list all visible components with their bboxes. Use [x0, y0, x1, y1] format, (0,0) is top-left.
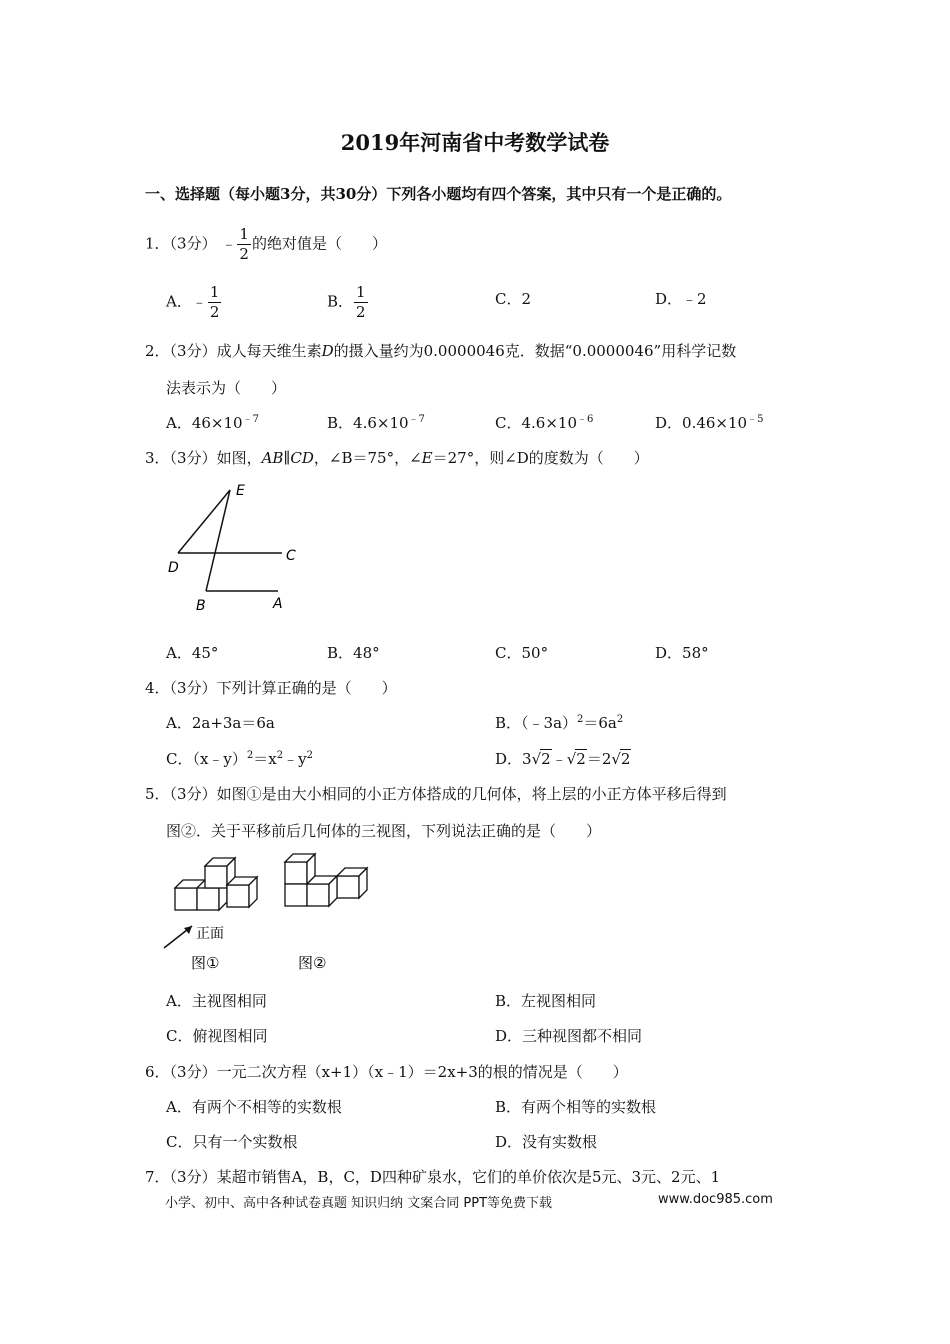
option-d: D．﹣2 [655, 290, 707, 308]
question-number: 5． [145, 785, 170, 803]
question-1 [145, 227, 387, 262]
exponent: 2 [246, 750, 254, 761]
fraction-denominator: 2 [209, 303, 220, 321]
fraction-denominator: 2 [239, 245, 249, 263]
question-4 [145, 677, 397, 698]
fraction-numerator: 1 [209, 283, 220, 301]
segment-cd: CD [290, 449, 314, 467]
option-text: C．4.6×10 [495, 414, 577, 432]
option-d: D．没有实数根 [495, 1133, 598, 1151]
cube-figures [158, 848, 388, 978]
option-b: B．左视图相同 [495, 992, 597, 1010]
radicand: 2 [620, 750, 631, 768]
question-text: （3分）成人每天维生素 [169, 342, 322, 360]
option-a: A．有两个不相等的实数根 [166, 1098, 342, 1116]
question-6 [145, 1061, 628, 1082]
option-a: A．2a+3a＝6a [166, 714, 275, 732]
parallel-sign: ∥ [283, 449, 291, 467]
option-text: D．0.46×10 [655, 414, 748, 432]
figure-2-cubes [285, 854, 367, 906]
label-e: E [236, 483, 245, 499]
arrow-head [184, 926, 192, 934]
option-c: C．只有一个实数根 [166, 1133, 298, 1151]
radicand: 2 [576, 750, 586, 768]
option-a [166, 285, 222, 320]
exponent: 2 [276, 750, 284, 761]
question-text: （3分）如图， [169, 449, 262, 467]
question-text: ，∠B＝75°，∠ [313, 449, 422, 467]
option-d: D．58° [655, 644, 709, 662]
option-d: D．三种视图都不相同 [495, 1027, 643, 1045]
exponent: ﹣7 [242, 414, 259, 425]
variable: D [321, 342, 334, 360]
question-number: 6． [145, 1063, 170, 1081]
fraction [354, 285, 368, 320]
option-text: ﹣ [551, 750, 567, 768]
point-e: E [421, 449, 433, 467]
question-5 [145, 783, 727, 804]
question-number: 4． [145, 679, 170, 697]
exponent: 2 [577, 714, 584, 725]
figure-1-label: 图① [191, 954, 220, 972]
minus-sign: ﹣ [221, 234, 237, 253]
question-text: ＝27°，则∠D的度数为（ ） [432, 449, 649, 467]
option-d [655, 412, 763, 433]
fraction-denominator: 2 [356, 303, 366, 321]
option-a: A．45° [166, 644, 219, 662]
option-text: A．46×10 [166, 414, 243, 432]
figure-1-cubes [175, 858, 257, 910]
label-d: D [168, 560, 179, 576]
question-2-continued: 法表示为（ ） [166, 379, 287, 397]
segment-ab: AB [261, 449, 284, 467]
minus-sign: ﹣ [191, 292, 207, 311]
option-text: ＝2 [586, 750, 612, 768]
question-number: 3． [145, 449, 170, 467]
label-b: B [196, 598, 206, 614]
question-text: 的绝对值是（ ） [251, 234, 387, 253]
exponent: ﹣7 [408, 414, 425, 425]
option-text: B．4.6×10 [327, 414, 409, 432]
parallel-lines-figure [160, 475, 310, 615]
question-text: （3分）某超市销售A，B，C，D四种矿泉水，它们的单价依次是5元、3元、2元、1 [169, 1168, 721, 1186]
section-heading: 一、选择题（每小题3分，共30分）下列各小题均有四个答案，其中只有一个是正确的。 [145, 185, 732, 203]
front-label: 正面 [196, 926, 224, 942]
fraction-numerator: 1 [239, 225, 249, 243]
option-text: ＝x [253, 750, 277, 768]
figure-2-label: 图② [298, 954, 327, 972]
option-c: C．俯视图相同 [166, 1027, 268, 1045]
page-title: 2019年河南省中考数学试卷 [340, 130, 610, 155]
question-text: 的摄入量约为0.0000046克．数据“0.0000046”用科学记数 [333, 342, 737, 360]
question-score: （3分） [169, 234, 217, 253]
radicand: 2 [541, 750, 551, 768]
option-d: D．3√2﹣√2＝2√2 [495, 750, 631, 768]
option-b [495, 712, 623, 733]
question-number: 2． [145, 342, 170, 360]
option-b: B．48° [327, 644, 380, 662]
footer-text: 小学、初中、高中各种试卷真题 知识归纳 文案合同 PPT等免费下载 [165, 1196, 553, 1211]
option-b [327, 285, 369, 320]
exponent: ﹣6 [577, 414, 594, 425]
question-3 [145, 447, 649, 468]
option-label: B． [327, 292, 354, 311]
option-c [495, 412, 593, 433]
exponent: 2 [616, 714, 624, 725]
option-text: B．（﹣3a） [495, 714, 578, 732]
label-a: A [273, 596, 283, 612]
option-text: ﹣y [283, 750, 307, 768]
option-b [327, 412, 425, 433]
question-text: （3分）下列计算正确的是（ ） [169, 679, 397, 697]
option-c: C．50° [495, 644, 549, 662]
footer-link[interactable]: www.doc985.com [658, 1192, 773, 1207]
fraction [237, 227, 251, 262]
question-text: （3分）一元二次方程（x+1）（x﹣1）＝2x+3的根的情况是（ ） [169, 1063, 628, 1081]
option-text: ＝6a [583, 714, 617, 732]
fraction-numerator: 1 [356, 283, 366, 301]
question-7 [145, 1166, 720, 1187]
option-c [166, 748, 313, 769]
label-c: C [286, 548, 296, 564]
exponent: ﹣5 [747, 414, 764, 425]
question-number: 1． [145, 234, 170, 253]
question-text: （3分）如图①是由大小相同的小正方体搭成的几何体，将上层的小正方体平移后得到 [169, 785, 727, 803]
option-text: D．3 [495, 750, 532, 768]
question-number: 7． [145, 1168, 170, 1186]
option-label: A． [166, 292, 192, 311]
question-2 [145, 340, 736, 361]
exponent: 2 [306, 750, 313, 761]
option-text: C．（x﹣y） [166, 750, 247, 768]
question-5-continued: 图②．关于平移前后几何体的三视图，下列说法正确的是（ ） [166, 822, 602, 840]
option-c: C．2 [495, 290, 532, 308]
option-b: B．有两个相等的实数根 [495, 1098, 657, 1116]
option-a: A．主视图相同 [166, 992, 267, 1010]
option-a [166, 412, 259, 433]
fraction [208, 285, 222, 320]
